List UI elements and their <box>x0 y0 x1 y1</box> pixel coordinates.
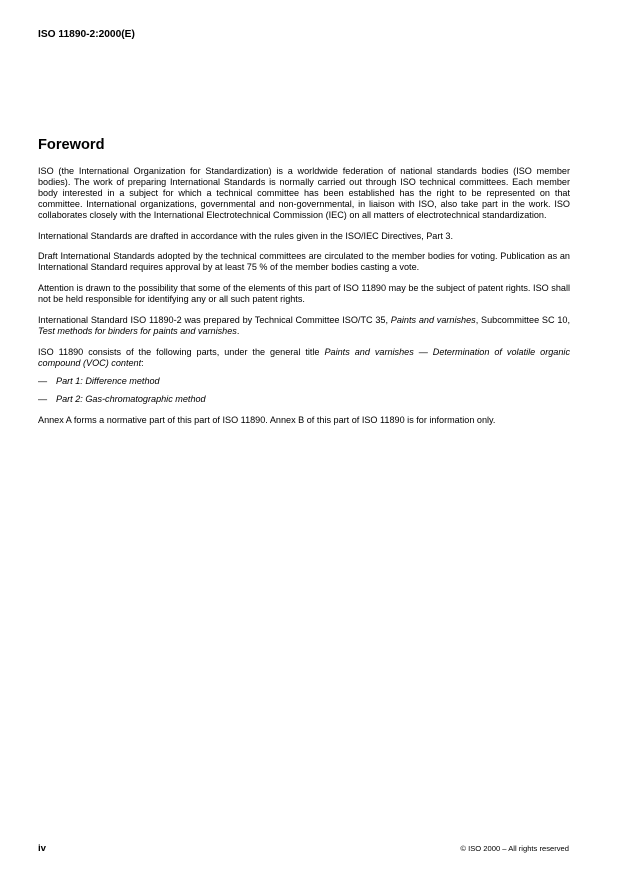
page-title: Foreword <box>38 137 105 153</box>
dash: — <box>38 375 48 386</box>
paragraph-directives: International Standards are drafted in accordance with the rules given in the ISO/IEC Directives, Part 3. <box>38 230 453 241</box>
list-item <box>38 376 570 387</box>
committee-text-2: , Subcommittee SC 10, <box>475 315 570 326</box>
foreword-body <box>38 166 570 435</box>
committee-text-3: . <box>236 325 240 336</box>
paragraph-parts <box>38 347 570 369</box>
page-number: iv <box>38 843 47 854</box>
committee-title: Paints and varnishes <box>390 315 476 326</box>
copyright-notice: © ISO 2000 – All rights reserved <box>460 844 569 853</box>
paragraph-voting: Draft International Standards adopted by the technical committees are circulated to the member bodies for voting. Publication as an International Standard requires approval by at least 75 % of the member bodies casting a vote. <box>38 251 570 273</box>
parts-text-2: : <box>141 357 144 368</box>
paragraph-patent: Attention is drawn to the possibility that some of the elements of this part of ISO 11890 may be the subject of patent rights. ISO shall not be held responsible for identifying any or all such patent rights. <box>38 283 570 305</box>
paragraph-committee <box>38 315 570 337</box>
subcommittee-title: Test methods for binders for paints and varnishes <box>38 325 237 336</box>
paragraph-iso-overview: ISO (the International Organization for Standardization) is a worldwide federation of national standards bodies (ISO member bodies). The work of preparing International Standards is normally carried out through ISO technical committees. Each member body interested in a subject for which a technical committee has been established has the right to be represented on that committee. International organizations, governmental and non-governmental, in liaison with ISO, also take part in the work. ISO collaborates closely with the International Electrotechnical Commission (IEC) on all matters of electrotechnical standardization. <box>38 166 570 220</box>
list-item-text: Part 1: Difference method <box>56 375 160 386</box>
parts-text-1: ISO 11890 consists of the following parts, under the general title <box>38 346 325 357</box>
document-id: ISO 11890-2:2000(E) <box>38 29 135 40</box>
dash: — <box>38 393 48 404</box>
paragraph-annexes: Annex A forms a normative part of this part of ISO 11890. Annex B of this part of ISO 11890 is for information only. <box>38 414 496 425</box>
general-title: Paints and varnishes — Determination of volatile organic compound (VOC) content <box>38 346 570 368</box>
list-item <box>38 394 570 405</box>
list-item-text: Part 2: Gas-chromatographic method <box>56 393 206 404</box>
committee-text-1: International Standard ISO 11890-2 was prepared by Technical Committee ISO/TC 35, <box>38 315 391 326</box>
